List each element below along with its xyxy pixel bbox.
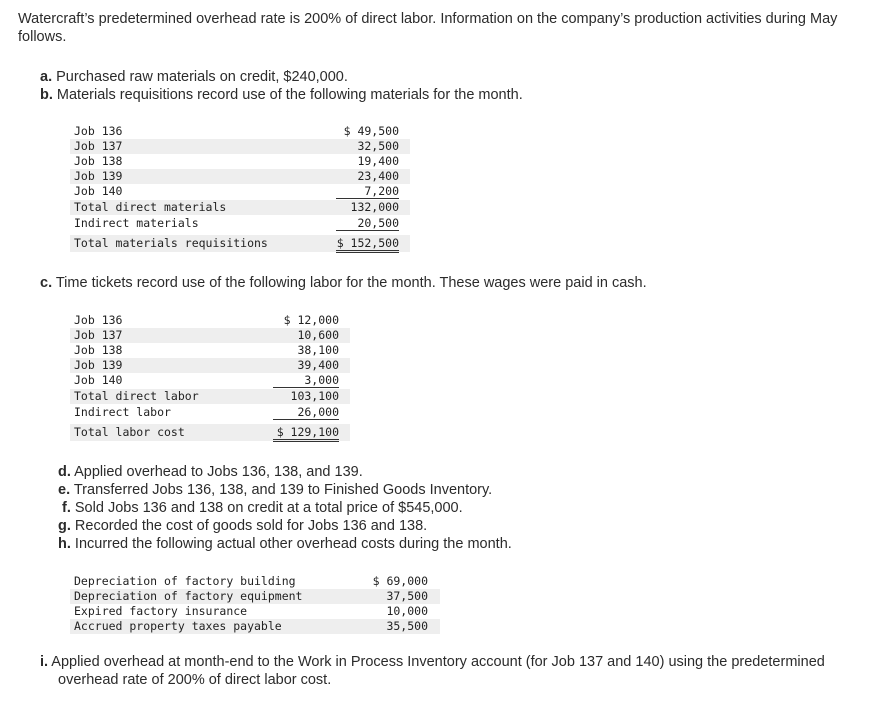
overhead-value: 37,500 (386, 589, 428, 603)
overhead-label: Accrued property taxes payable (74, 619, 282, 633)
overhead-value: $ 69,000 (372, 574, 428, 588)
overhead-label: Expired factory insurance (74, 604, 248, 618)
labor-row (70, 328, 350, 343)
item-h (58, 535, 512, 553)
labor-label: Job 136 (74, 313, 123, 327)
item-i (40, 653, 858, 689)
overhead-value: 10,000 (386, 604, 428, 618)
item-d-letter: d. (58, 464, 71, 480)
labor-label: Job 139 (74, 358, 123, 372)
labor-row (70, 313, 350, 328)
materials-value: 132,000 (350, 200, 399, 214)
labor-value: $ 12,000 (283, 313, 339, 327)
materials-value: $ 49,500 (343, 124, 399, 138)
labor-label: Job 137 (74, 328, 123, 342)
labor-label: Total labor cost (74, 425, 185, 439)
labor-value: 10,600 (297, 328, 339, 342)
item-f-letter: f. (62, 500, 71, 516)
materials-row (70, 169, 410, 184)
item-a (40, 68, 348, 86)
item-e-letter: e. (58, 482, 71, 498)
labor-row (70, 405, 350, 420)
materials-table (70, 124, 410, 254)
item-b (40, 86, 523, 104)
item-a-text: Purchased raw materials on credit, $240,000. (52, 69, 348, 85)
overhead-row (70, 619, 440, 634)
intro-text: Watercraft’s predetermined overhead rate is 200% of direct labor. Information on the company’s production activities during May follows. (18, 11, 838, 45)
overhead-value: 35,500 (386, 619, 428, 633)
materials-label: Total materials requisitions (74, 236, 268, 250)
item-i-letter: i. (40, 654, 49, 670)
labor-label: Job 138 (74, 343, 123, 357)
item-g-text: Recorded the cost of goods sold for Jobs 136 and 138. (70, 518, 428, 534)
item-a-letter: a. (40, 69, 53, 85)
materials-label: Indirect materials (74, 216, 199, 230)
labor-label: Total direct labor (74, 389, 199, 403)
materials-row (70, 124, 410, 139)
labor-value: $ 129,100 (273, 424, 339, 442)
item-g (58, 517, 427, 535)
item-d (58, 463, 363, 481)
item-f (62, 499, 463, 517)
item-c-text: Time tickets record use of the following labor for the month. These wages were paid in cash. (52, 275, 647, 291)
materials-row (70, 235, 410, 252)
labor-row (70, 358, 350, 373)
materials-value: 20,500 (336, 216, 399, 231)
overhead-label: Depreciation of factory building (74, 574, 296, 588)
labor-row (70, 424, 350, 441)
labor-row (70, 373, 350, 388)
item-h-text: Incurred the following actual other overhead costs during the month. (70, 536, 512, 552)
labor-label: Indirect labor (74, 405, 171, 419)
labor-row (70, 389, 350, 404)
materials-value: 7,200 (336, 184, 399, 199)
materials-label: Job 139 (74, 169, 123, 183)
labor-value: 38,100 (297, 343, 339, 357)
labor-table (70, 313, 350, 443)
materials-row (70, 184, 410, 199)
materials-row (70, 139, 410, 154)
materials-value: 32,500 (357, 139, 399, 153)
item-e-text: Transferred Jobs 136, 138, and 139 to Finished Goods Inventory. (70, 482, 493, 498)
materials-value: 23,400 (357, 169, 399, 183)
materials-row (70, 200, 410, 215)
labor-value: 39,400 (297, 358, 339, 372)
materials-label: Job 140 (74, 184, 123, 198)
item-b-letter: b. (40, 87, 53, 103)
labor-row (70, 343, 350, 358)
item-h-letter: h. (58, 536, 71, 552)
item-b-text: Materials requisitions record use of the following materials for the month. (52, 87, 523, 103)
item-c-letter: c. (40, 275, 53, 291)
overhead-label: Depreciation of factory equipment (74, 589, 303, 603)
labor-value: 3,000 (273, 373, 339, 388)
labor-value: 103,100 (290, 389, 339, 403)
materials-label: Job 136 (74, 124, 123, 138)
materials-row (70, 216, 410, 231)
materials-label: Total direct materials (74, 200, 227, 214)
materials-value: $ 152,500 (336, 235, 399, 253)
materials-label: Job 137 (74, 139, 123, 153)
item-f-text: Sold Jobs 136 and 138 on credit at a total price of $545,000. (70, 500, 463, 516)
item-g-letter: g. (58, 518, 71, 534)
overhead-row (70, 589, 440, 604)
materials-value: 19,400 (357, 154, 399, 168)
overhead-row (70, 604, 440, 619)
overhead-table (70, 574, 440, 636)
item-d-text: Applied overhead to Jobs 136, 138, and 139. (70, 464, 363, 480)
item-i-text: Applied overhead at month-end to the Work in Process Inventory account (for Job 137 and 140) using the predetermined overhead rate of 200% of direct labor cost. (48, 654, 825, 688)
labor-label: Job 140 (74, 373, 123, 387)
item-e (58, 481, 492, 499)
item-c (40, 274, 647, 292)
materials-row (70, 154, 410, 169)
labor-value: 26,000 (273, 405, 339, 420)
overhead-row (70, 574, 440, 589)
materials-label: Job 138 (74, 154, 123, 168)
